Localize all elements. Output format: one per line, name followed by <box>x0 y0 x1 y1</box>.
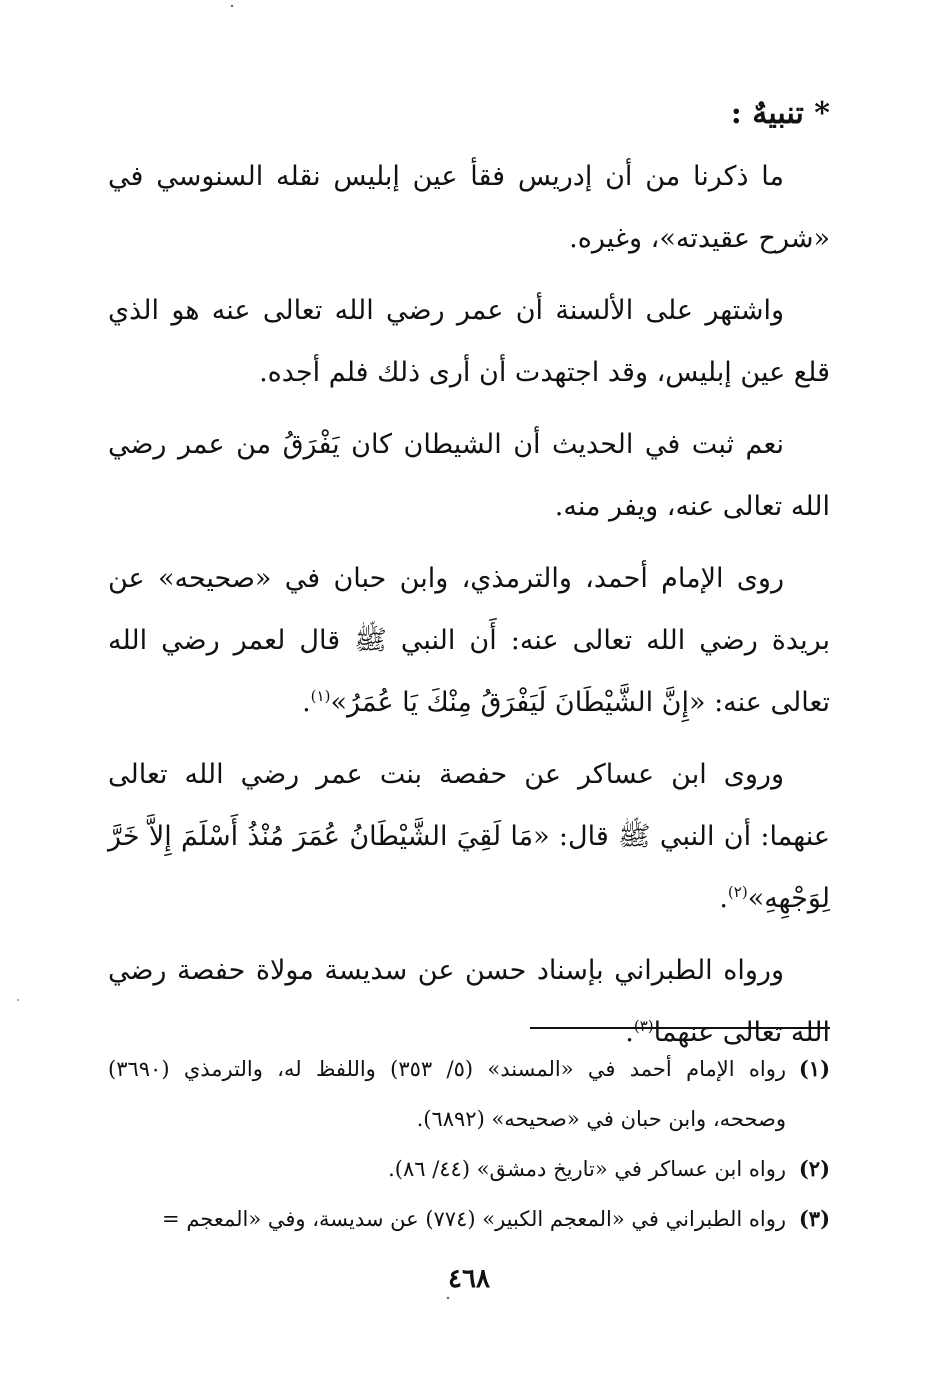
footnote-number: (٣) <box>798 1206 830 1231</box>
paragraph-1 <box>108 146 830 270</box>
paragraph-5 <box>108 744 830 930</box>
footnote-number: (١) <box>798 1056 830 1081</box>
footnote-ref-3[interactable]: (٣) <box>633 1017 654 1035</box>
paragraph-text: نعم ثبت في الحديث أن الشيطان كان يَفْرَقُ من عمر رضي الله تعالى عنه، ويفر منه. <box>108 429 830 522</box>
footnote-text: رواه الإمام أحمد في «المسند» (٥/ ٣٥٣) واللفظ له، والترمذي (٣٦٩٠) وصححه، وابن حبان في «صحيحه» (٦٨٩٢). <box>108 1057 786 1131</box>
paragraph-text: ورواه الطبراني بإسناد حسن عن سديسة مولاة حفصة رضي الله تعالى عنهما <box>108 955 830 1048</box>
book-page <box>108 92 830 1352</box>
footnote-2 <box>108 1144 830 1194</box>
footnote-1 <box>108 1044 830 1144</box>
paragraph-text: واشتهر على الألسنة أن عمر رضي الله تعالى عنه هو الذي قلع عين إبليس، وقد اجتهدت أن أرى ذلك فلم أجده. <box>108 295 830 388</box>
paragraph-text: ما ذكرنا من أن إدريس فقأ عين إبليس نقله السنوسي في «شرح عقيدته»، وغيره. <box>108 161 830 254</box>
paragraph-text: وروى ابن عساكر عن حفصة بنت عمر رضي الله تعالى عنهما: أن النبي ﷺ قال: «مَا لَقِيَ الشَّيْطَانُ عُمَرَ مُنْذُ أَسْلَمَ إِلاَّ خَرَّ لِوَجْهِهِ» <box>108 759 830 914</box>
footnote-text: رواه الطبراني في «المعجم الكبير» (٧٧٤) عن سديسة، وفي «المعجم = <box>162 1207 786 1231</box>
page-number: ٤٦٨ <box>448 1264 490 1294</box>
paragraph-end: . <box>625 1017 634 1048</box>
paragraph-text: روى الإمام أحمد، والترمذي، وابن حبان في «صحيحه» عن بريدة رضي الله تعالى عنه: أَن النبي ﷺ قال لعمر رضي الله تعالى عنه: «إِنَّ الشَّيْطَانَ لَيَفْرَقُ مِنْكَ يَا عُمَرُ» <box>108 563 830 718</box>
footnotes <box>108 1044 830 1244</box>
footnote-3 <box>108 1194 830 1244</box>
footnote-ref-1[interactable]: (١) <box>310 687 331 705</box>
footnote-ref-2[interactable]: (٢) <box>727 883 748 901</box>
footnote-number: (٢) <box>798 1156 830 1181</box>
footnote-text: رواه ابن عساكر في «تاريخ دمشق» (٤٤/ ٨٦). <box>388 1157 786 1181</box>
paragraph-end: . <box>719 883 728 914</box>
paragraph-4 <box>108 548 830 734</box>
section-heading: * تنبيهٌ : <box>730 96 830 131</box>
paragraph-end: . <box>302 687 311 718</box>
footnote-separator <box>530 1027 830 1029</box>
paragraph-2 <box>108 280 830 404</box>
paragraph-3 <box>108 414 830 538</box>
